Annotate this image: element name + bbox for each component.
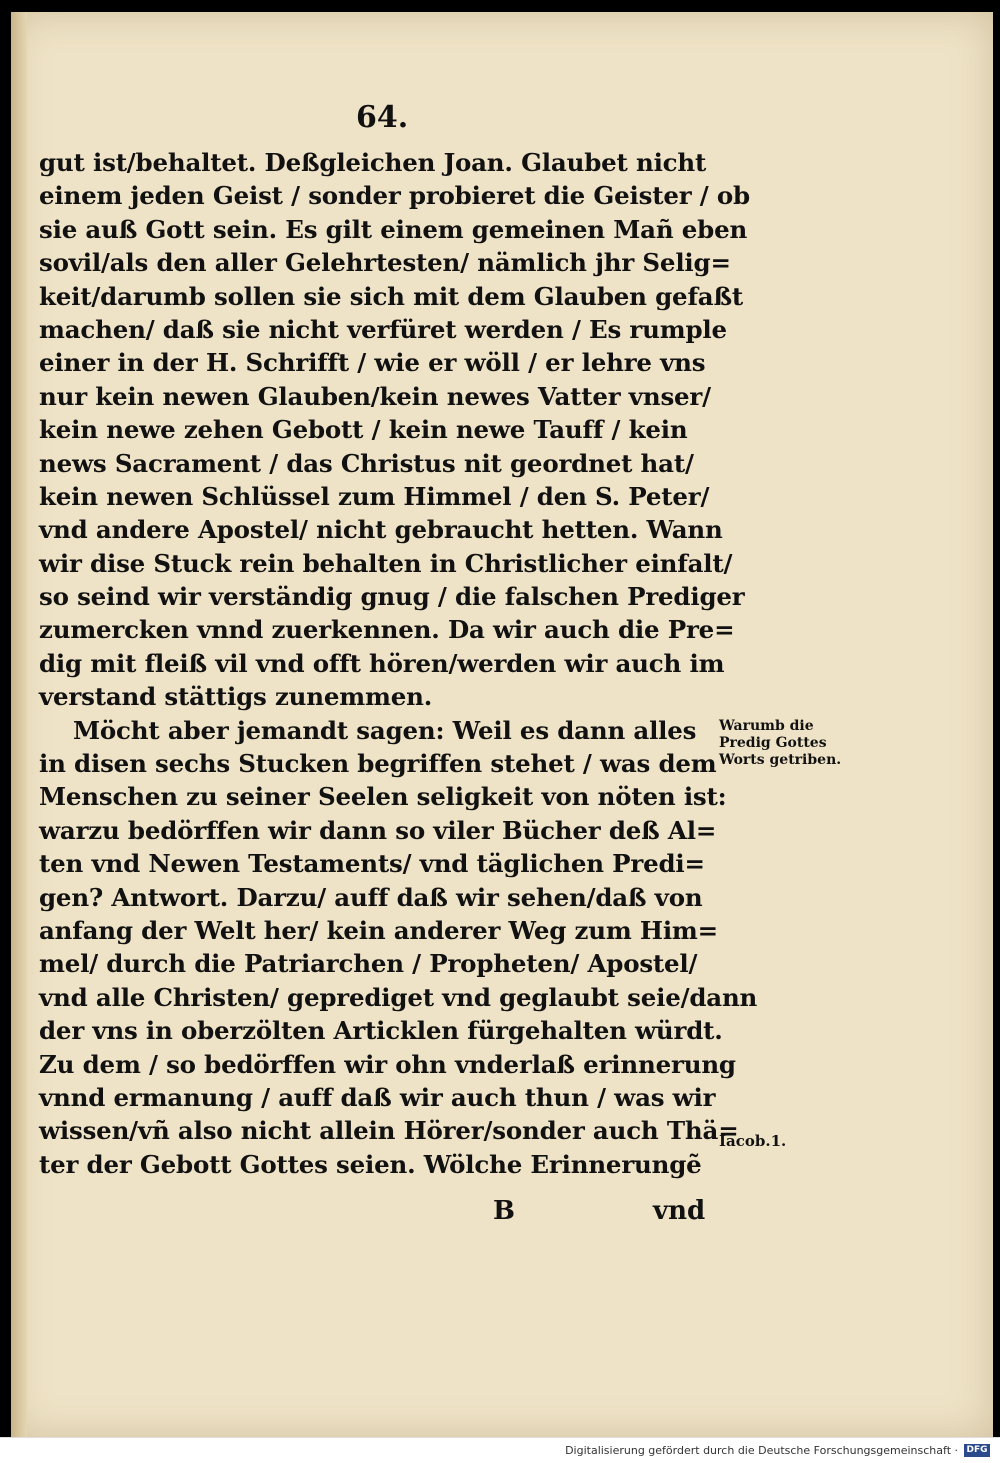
text-line: einem jeden Geist / sonder probieret die Geister / ob (39, 181, 750, 211)
margin-note (719, 718, 841, 769)
text-line: vnnd ermanung / auff daß wir auch thun / was wir (39, 1082, 716, 1112)
margin-note-line: Predig Gottes (719, 735, 827, 751)
page-edge (11, 12, 27, 1437)
text-line: der vns in oberzölten Articklen fürgehalten würdt. (39, 1016, 723, 1046)
text-line: keit/darumb sollen sie sich mit dem Glauben gefaßt (39, 281, 743, 311)
text-line: wir dise Stuck rein behalten in Christlicher einfalt/ (39, 548, 733, 578)
text-line: einer in der H. Schrifft / wie er wöll / er lehre vns (39, 348, 706, 378)
margin-note-reference: Iacob.1. (719, 1132, 787, 1150)
text-line: news Sacrament / das Christus nit geordnet hat/ (39, 448, 694, 478)
scanned-page (11, 12, 993, 1437)
text-line: Menschen zu seiner Seelen seligkeit von nöten ist: (39, 782, 727, 812)
text-line: so seind wir verständig gnug / die falschen Prediger (39, 582, 745, 612)
text-line: gen? Antwort. Darzu/ auff daß wir sehen/daß von (39, 882, 703, 912)
margin-note-line: Warumb die (719, 718, 814, 734)
text-line: in disen sechs Stucken begriffen stehet / was dem (39, 749, 717, 779)
text-line: warzu bedörffen wir dann so viler Bücher deß Al= (39, 815, 717, 845)
text-line: kein newe zehen Gebott / kein newe Tauff / kein (39, 415, 688, 445)
funding-notice: Digitalisierung gefördert durch die Deutsche Forschungsgemeinschaft · (565, 1444, 958, 1457)
text-line: dig mit fleiß vil vnd offt hören/werden wir auch im (39, 648, 725, 678)
text-line: verstand stättigs zunemmen. (39, 682, 433, 712)
page-number: 64. (356, 100, 409, 135)
text-line: vnd alle Christen/ geprediget vnd geglaubt seie/dann (39, 982, 758, 1012)
text-line: machen/ daß sie nicht verfüret werden / Es rumple (39, 314, 727, 344)
text-line: kein newen Schlüssel zum Himmel / den S. Peter/ (39, 481, 710, 511)
text-line: ten vnd Newen Testaments/ vnd täglichen Predi= (39, 849, 705, 879)
text-line: wissen/vñ also nicht allein Hörer/sonder auch Thä= (39, 1116, 739, 1146)
text-line: ter der Gebott Gottes seien. Wölche Erinnerungẽ (39, 1149, 702, 1179)
text-line: mel/ durch die Patriarchen / Propheten/ Apostel/ (39, 949, 698, 979)
text-line: anfang der Welt her/ kein anderer Weg zum Him= (39, 915, 718, 945)
text-line: Möcht aber jemandt sagen: Weil es dann alles (73, 715, 697, 745)
text-line: vnd andere Apostel/ nicht gebraucht hetten. Wann (39, 515, 723, 545)
dfg-logo[interactable]: DFG (964, 1444, 990, 1457)
text-line: gut ist/behaltet. Deßgleichen Joan. Glaubet nicht (39, 148, 707, 177)
text-line: sie auß Gott sein. Es gilt einem gemeinen Mañ eben (39, 214, 748, 244)
text-line: zumercken vnnd zuerkennen. Da wir auch die Pre= (39, 615, 735, 645)
text-line: nur kein newen Glauben/kein newes Vatter vnser/ (39, 381, 711, 411)
text-line: Zu dem / so bedörffen wir ohn vnderlaß erinnerung (39, 1049, 736, 1079)
margin-note-line: Worts getriben. (719, 752, 842, 768)
footer-bar (0, 1437, 1000, 1463)
catchword: vnd (653, 1196, 706, 1226)
signature-mark: B (493, 1196, 515, 1226)
text-line: sovil/als den aller Gelehrtesten/ nämlich jhr Selig= (39, 248, 731, 278)
